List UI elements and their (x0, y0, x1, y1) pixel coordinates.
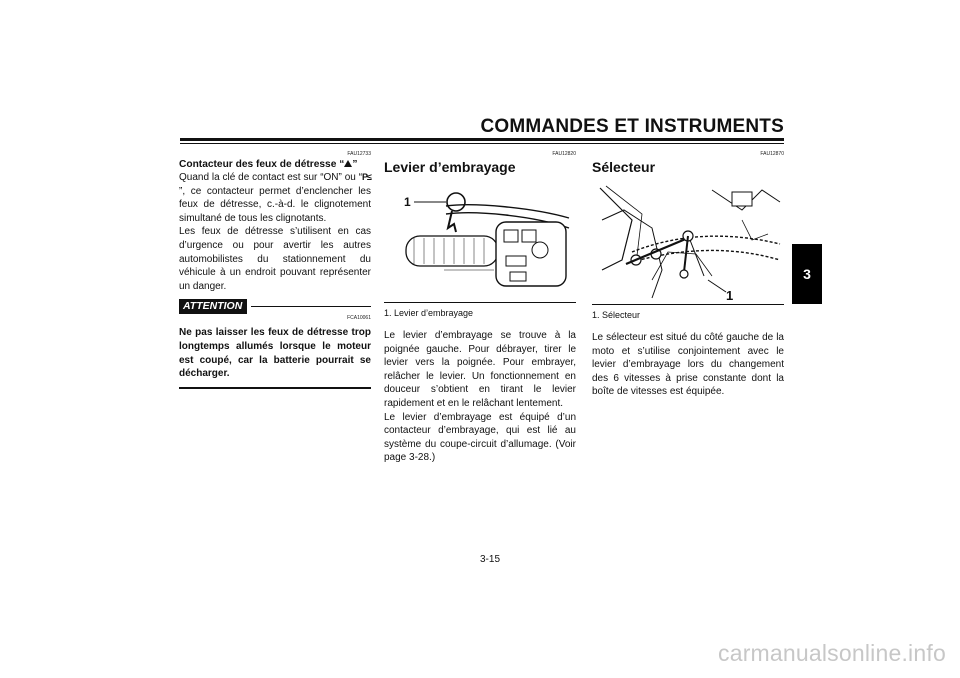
figure-rule (592, 304, 784, 305)
header-rule-thick (180, 138, 784, 141)
shift-pedal-illustration (592, 180, 784, 300)
figure-caption: 1. Levier d’embrayage (384, 308, 474, 318)
parking-icon: P≤ (362, 172, 371, 182)
section-body-clutch (384, 329, 576, 465)
figure-rule (384, 302, 576, 303)
attention-rule (251, 306, 371, 307)
column-hazard (179, 150, 371, 389)
section-heading-shift: Sélecteur (592, 159, 656, 175)
hazard-triangle-icon (344, 160, 352, 167)
chapter-tab[interactable]: 3 (792, 244, 822, 304)
column-shift (592, 150, 784, 399)
section-code: FAU12870 (760, 151, 784, 157)
section-body-hazard (179, 171, 371, 293)
paragraph: Le levier d’embrayage se trouve à la poignée gauche. Pour débrayer, tirer le levier vers la poignée. Pour embrayer, relâcher le levier. Un fonctionnement en douceur s’obtient en tirant le levier rapidement et en le relâchant lentement. (384, 330, 576, 409)
attention-text: Ne pas laisser les feux de détresse trop longtemps allumés lorsque le moteur est coupé, car la batterie pourrait se décharger. (179, 327, 371, 380)
watermark: carmanualsonline.info (718, 640, 946, 666)
attention-label: ATTENTION (179, 299, 247, 314)
paragraph: Quand la clé de contact est sur “ON” ou “P≤”, ce contacteur permet d’enclencher les feux de détresse, c.-à-d. le clignotement simultané de tous les clignotants. (179, 172, 371, 224)
header-rule-thin (180, 143, 784, 144)
section-heading-hazard: Contacteur des feux de détresse “ ” (179, 159, 358, 170)
paragraph: Les feux de détresse s’utilisent en cas d’urgence ou pour avertir les autres automobilistes du stationnement du véhicule à un endroit pouvant représenter un danger. (179, 226, 371, 292)
section-code: FAU12820 (552, 151, 576, 157)
figure-caption: 1. Sélecteur (592, 310, 641, 320)
clutch-lever-figure (384, 184, 576, 290)
figure-callout: 1 (726, 288, 734, 300)
page-number: 3-15 (479, 554, 500, 565)
attention-bottom-rule (179, 387, 371, 389)
section-body-shift (592, 331, 784, 399)
paragraph: Le levier d’embrayage est équipé d’un contacteur d’embrayage, qui est lié au système du coupe-circuit d’allumage. (Voir page 3-28.) (384, 411, 576, 464)
column-clutch (384, 150, 576, 465)
shift-pedal-figure (592, 180, 784, 300)
page-title: COMMANDES ET INSTRUMENTS (480, 116, 784, 137)
figure-callout: 1 (404, 195, 411, 209)
paragraph: Le sélecteur est situé du côté gauche de la moto et s’utilise conjointement avec le levier d’embrayage lors du changement des 6 vitesses à prise constante dont la boîte de vitesses est équipée. (592, 332, 784, 398)
attention-header (179, 299, 371, 314)
section-heading-clutch: Levier d’embrayage (384, 159, 516, 175)
section-code: FAU12733 (347, 151, 371, 157)
attention-code: FCA10061 (347, 315, 371, 322)
clutch-lever-illustration (384, 184, 576, 290)
